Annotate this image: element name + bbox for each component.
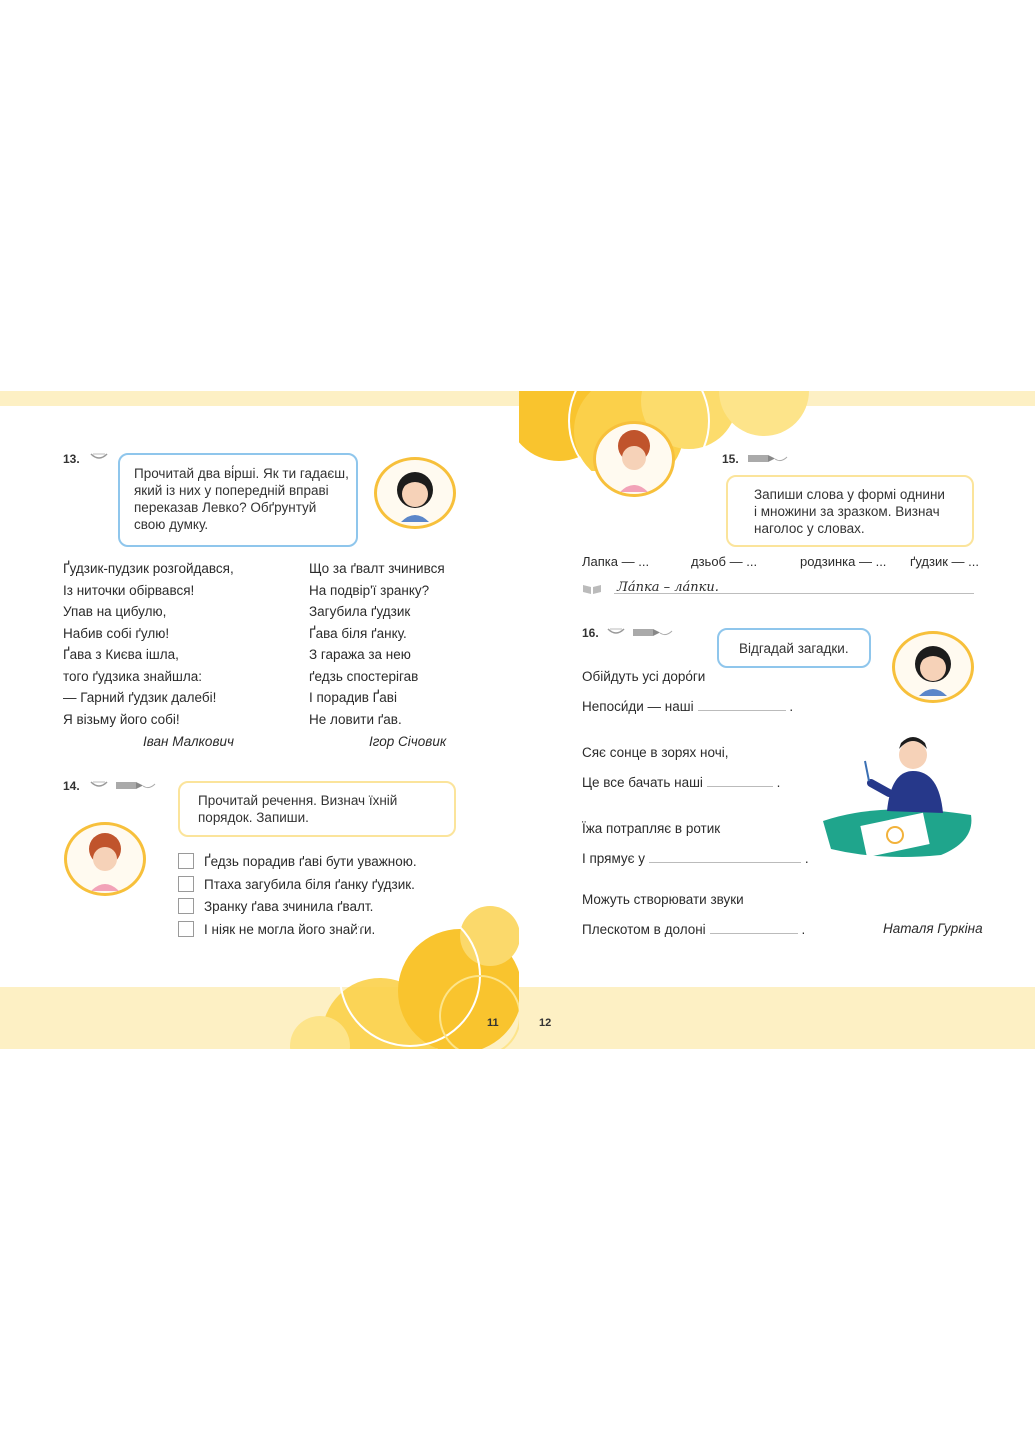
pencil-icon (115, 779, 157, 793)
exercise-14-number: 14. (63, 779, 80, 793)
riddle-line: Сяє сонце в зорях ночі, (582, 745, 729, 760)
poem-2 (309, 558, 446, 753)
answer-blank[interactable] (649, 850, 801, 863)
exercise-13-number: 13. (63, 452, 80, 466)
girl-avatar (892, 631, 974, 703)
prompt-line: Прочитай речення. Визнач їхній (198, 793, 398, 808)
riddle-answer-line: Це все бачать наші . (582, 775, 781, 790)
exercise-16-number: 16. (582, 626, 599, 640)
poem-author: Іван Малкович (143, 734, 234, 749)
pencil-icon (747, 452, 789, 466)
riddle-answer-line: І прямує у . (582, 851, 809, 866)
prompt-line: Відгадай загадки. (739, 641, 849, 656)
poem-line: Ґудзик-пудзик розгойдався, (63, 561, 234, 576)
prompt-line: наголос у словах. (754, 521, 865, 536)
curly-girl-avatar (64, 822, 146, 896)
pencil-icon (632, 626, 674, 640)
page-number: 12 (539, 1017, 552, 1029)
poem-line: Упав на цибулю, (63, 604, 167, 619)
writing-line (614, 593, 974, 594)
poem-line: того ґудзика знайшла: (63, 668, 203, 684)
word-item: Лапка — ... (582, 554, 650, 569)
riddle-line: Можуть створювати звуки (582, 892, 744, 907)
poem-line: Що за ґвалт зчинився (309, 561, 445, 576)
answer-blank[interactable] (707, 774, 773, 787)
poem-line: Я візьму його собі! (63, 711, 180, 727)
poem-line: З гаража за нею (309, 647, 411, 662)
girl-avatar (374, 457, 456, 529)
prompt-line: переказав Левко? Обґрунтуй (134, 500, 317, 515)
riddle-text: І прямує у (582, 851, 646, 866)
checklist-text: Ґедзь порадив ґаві бути уважною. (204, 853, 417, 869)
poem-line: І порадив Ґаві (309, 690, 397, 705)
right-page (519, 391, 1035, 1049)
riddle-text: Це все бачать наші (582, 775, 703, 790)
girl-avatar-icon (377, 460, 453, 526)
exercise-14-bubble (178, 781, 456, 837)
poem-line: — Гарний ґудзик далебі! (63, 690, 217, 705)
checkbox[interactable] (178, 921, 194, 937)
riddle-author: Наталя Гуркіна (883, 921, 983, 936)
answer-blank[interactable] (710, 921, 798, 934)
checklist-item[interactable] (178, 852, 417, 870)
checkbox[interactable] (178, 876, 194, 892)
poem-line: Ґава з Києва ішла, (63, 647, 179, 662)
poem-line: Не ловити ґав. (309, 711, 402, 727)
checkbox[interactable] (178, 898, 194, 914)
sun-decoration (260, 906, 519, 1049)
riddle-text: Непоси́ди — наші (582, 699, 694, 714)
boy-drawing-illustration (821, 731, 973, 861)
prompt-line: свою думку. (134, 517, 209, 532)
checklist-item[interactable] (178, 875, 415, 893)
word-item: ґудзик — ... (910, 554, 979, 569)
prompt-line: який із них у попередній вправі (134, 483, 329, 498)
prompt-line: порядок. Запиши. (198, 810, 309, 825)
exercise-15-bubble (726, 475, 974, 547)
poem-line: На подвір'ї зранку? (309, 582, 430, 598)
prompt-line: і множини за зразком. Визнач (754, 504, 940, 519)
poem-1 (63, 558, 234, 753)
bottom-band (519, 987, 1035, 1049)
poem-author: Ігор Січовик (369, 734, 447, 749)
curly-girl-avatar-icon (67, 825, 143, 893)
poem-line: Набив собі ґулю! (63, 625, 170, 641)
left-page (0, 391, 520, 1049)
girl-avatar-icon (895, 634, 971, 700)
poem-line: ґедзь спостерігав (309, 668, 419, 684)
riddle-line: Обійдуть усі доро́ги (582, 669, 706, 684)
checkbox[interactable] (178, 853, 194, 869)
sample-answer: Ла́пка – ла́пки. (617, 580, 719, 595)
page-number: 11 (487, 1017, 499, 1029)
riddle-text: Плескотом в долоні (582, 922, 706, 937)
prompt-line: Запиши слова у формі однини (754, 487, 945, 502)
riddle-answer-line: Непоси́ди — наші . (582, 699, 794, 714)
riddle-line: Їжа потрапляє в ротик (582, 821, 721, 836)
riddle-answer-line: Плескотом в долоні . (582, 922, 806, 937)
poem-line: Із ниточки обірвався! (63, 582, 195, 598)
word-item: родзинка — ... (800, 554, 887, 569)
exercise-16-bubble (717, 628, 871, 668)
checklist-text: Зранку ґава зчинила ґвалт. (204, 898, 374, 914)
prompt-line: Прочитай два ві́рші. Як ти гадаєш, (134, 466, 349, 481)
mouth-icon (90, 451, 108, 463)
top-band (0, 391, 519, 406)
checklist-text: І ніяк не могла його знайти. (204, 921, 376, 937)
exercise-13-bubble (118, 453, 358, 547)
mouth-icon (607, 626, 625, 638)
word-item: дзьоб — ... (691, 554, 758, 569)
curly-girl-avatar-icon (596, 424, 672, 494)
sun-decoration (519, 391, 849, 471)
book-icon (582, 583, 602, 595)
checklist-text: Птаха загубила біля ґанку ґудзик. (204, 876, 415, 892)
answer-blank[interactable] (698, 698, 786, 711)
mouth-icon (90, 779, 108, 791)
poem-line: Ґава біля ґанку. (309, 625, 407, 641)
exercise-15-number: 15. (722, 452, 739, 466)
poem-line: Загубила ґудзик (309, 604, 411, 619)
curly-girl-avatar (593, 421, 675, 497)
